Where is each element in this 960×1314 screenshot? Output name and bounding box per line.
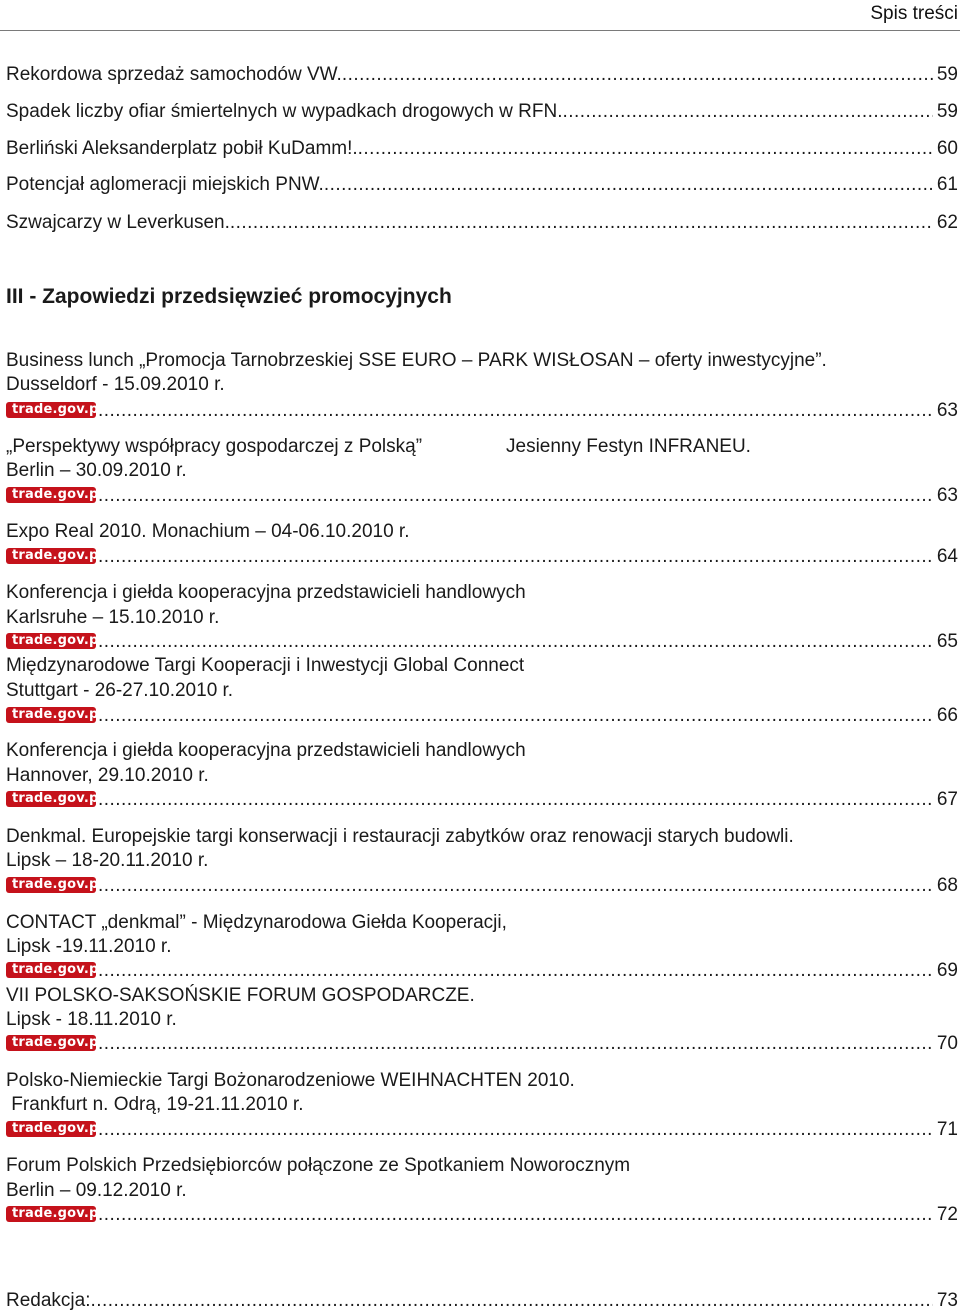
toc-entry[interactable] (6, 210, 958, 236)
event-line: Frankfurt n. Odrą, 19-21.11.2010 r. (6, 1094, 304, 1115)
dot-leader (98, 873, 933, 899)
dot-leader (98, 1202, 933, 1228)
toc-entry-page: 65 (936, 631, 958, 652)
trade-gov-pl-logo: trade.gov.pl (6, 1035, 96, 1051)
dot-leader (98, 958, 933, 984)
event-line: Expo Real 2010. Monachium – 04-06.10.2010 r. (6, 521, 410, 542)
dot-leader (342, 62, 933, 88)
toc-entry[interactable] (6, 1288, 958, 1314)
trade-gov-pl-logo: trade.gov.pl (6, 877, 96, 893)
dot-leader (98, 398, 933, 424)
toc-entry[interactable] (6, 62, 958, 88)
dot-leader (98, 703, 933, 729)
dot-leader (98, 1031, 933, 1057)
dot-leader (324, 172, 933, 198)
toc-entry-title: Berliński Aleksanderplatz pobił KuDamm!. (6, 138, 358, 159)
toc-entry[interactable] (6, 544, 958, 570)
dot-leader (98, 787, 933, 813)
dot-leader (98, 544, 933, 570)
dot-leader (230, 210, 933, 236)
event-line: Dusseldorf - 15.09.2010 r. (6, 374, 225, 395)
event-line: Stuttgart - 26-27.10.2010 r. (6, 680, 234, 701)
toc-entry-page: 69 (936, 960, 958, 981)
event-line: Hannover, 29.10.2010 r. (6, 765, 209, 786)
event-line: „Perspektywy współpracy gospodarczej z Polską” (6, 436, 423, 457)
dot-leader (563, 99, 933, 125)
toc-entry[interactable] (6, 873, 958, 899)
toc-entry[interactable] (6, 1202, 958, 1228)
trade-gov-pl-logo: trade.gov.pl (6, 1206, 96, 1222)
trade-gov-pl-logo: trade.gov.pl (6, 633, 96, 649)
trade-gov-pl-logo: trade.gov.pl (6, 402, 96, 418)
toc-entry-page: 64 (936, 546, 958, 567)
toc-entry-page: 62 (936, 212, 958, 233)
event-line: Polsko-Niemieckie Targi Bożonarodzeniowe WEIHNACHTEN 2010. (6, 1070, 575, 1091)
event-line: Karlsruhe – 15.10.2010 r. (6, 607, 220, 628)
event-line: VII POLSKO-SAKSOŃSKIE FORUM GOSPODARCZE. (6, 985, 475, 1006)
toc-entry-page: 63 (936, 400, 958, 421)
trade-gov-pl-logo: trade.gov.pl (6, 962, 96, 978)
toc-entry-page: 73 (936, 1290, 958, 1311)
toc-entry-page: 59 (936, 64, 958, 85)
toc-entry-page: 67 (936, 789, 958, 810)
toc-entry[interactable] (6, 99, 958, 125)
toc-entry-title: Szwajcarzy w Leverkusen. (6, 212, 230, 233)
event-line: Forum Polskich Przedsiębiorców połączone ze Spotkaniem Noworocznym (6, 1155, 631, 1176)
event-line-extra: Jesienny Festyn INFRANEU. (506, 436, 751, 457)
event-line: Międzynarodowe Targi Kooperacji i Inwestycji Global Connect (6, 655, 525, 676)
toc-entry[interactable] (6, 483, 958, 509)
toc-entry[interactable] (6, 1117, 958, 1143)
toc-entry[interactable] (6, 136, 958, 162)
toc-entry-page: 61 (936, 174, 958, 195)
toc-entry-title: Redakcja: (6, 1290, 91, 1311)
event-line: Lipsk - 18.11.2010 r. (6, 1009, 177, 1030)
event-line: Berlin – 30.09.2010 r. (6, 460, 187, 481)
trade-gov-pl-logo: trade.gov.pl (6, 1121, 96, 1137)
toc-entry-title: Rekordowa sprzedaż samochodów VW. (6, 64, 342, 85)
toc-entry-title: Potencjał aglomeracji miejskich PNW. (6, 174, 324, 195)
toc-entry[interactable] (6, 787, 958, 813)
toc-entry-page: 66 (936, 705, 958, 726)
dot-leader (98, 483, 933, 509)
toc-entry-page: 70 (936, 1033, 958, 1054)
toc-entry[interactable] (6, 958, 958, 984)
event-line: Denkmal. Europejskie targi konserwacji i restauracji zabytków oraz renowacji starych budowli. (6, 826, 794, 847)
event-line: Business lunch „Promocja Tarnobrzeskiej SSE EURO – PARK WISŁOSAN – oferty inwestycyjne”. (6, 350, 827, 371)
toc-entry-page: 63 (936, 485, 958, 506)
toc-entry[interactable] (6, 703, 958, 729)
dot-leader (98, 629, 933, 655)
toc-entry-page: 68 (936, 875, 958, 896)
toc-entry-page: 71 (936, 1119, 958, 1140)
dot-leader (91, 1288, 933, 1314)
toc-entry[interactable] (6, 629, 958, 655)
toc-entry[interactable] (6, 1031, 958, 1057)
section-heading[interactable]: III - Zapowiedzi przedsięwzieć promocyjnych (6, 285, 452, 308)
trade-gov-pl-logo: trade.gov.pl (6, 487, 96, 503)
page-header (0, 0, 960, 31)
trade-gov-pl-logo: trade.gov.pl (6, 707, 96, 723)
toc-entry-page: 59 (936, 101, 958, 122)
event-line: Konferencja i giełda kooperacyjna przedstawicieli handlowych (6, 740, 526, 761)
toc-entry[interactable] (6, 172, 958, 198)
header-title: Spis treści (870, 3, 958, 24)
event-line: Konferencja i giełda kooperacyjna przedstawicieli handlowych (6, 582, 526, 603)
toc-entry-page: 72 (936, 1204, 958, 1225)
dot-leader (98, 1117, 933, 1143)
dot-leader (358, 136, 933, 162)
toc-entry-page: 60 (936, 138, 958, 159)
toc-entry-title: Spadek liczby ofiar śmiertelnych w wypadkach drogowych w RFN. (6, 101, 563, 122)
trade-gov-pl-logo: trade.gov.pl (6, 548, 96, 564)
toc-entry[interactable] (6, 398, 958, 424)
event-line: Lipsk -19.11.2010 r. (6, 936, 172, 957)
event-line: CONTACT „denkmal” - Międzynarodowa Giełda Kooperacji, (6, 912, 507, 933)
trade-gov-pl-logo: trade.gov.pl (6, 791, 96, 807)
event-line: Lipsk – 18-20.11.2010 r. (6, 850, 209, 871)
event-line: Berlin – 09.12.2010 r. (6, 1180, 187, 1201)
